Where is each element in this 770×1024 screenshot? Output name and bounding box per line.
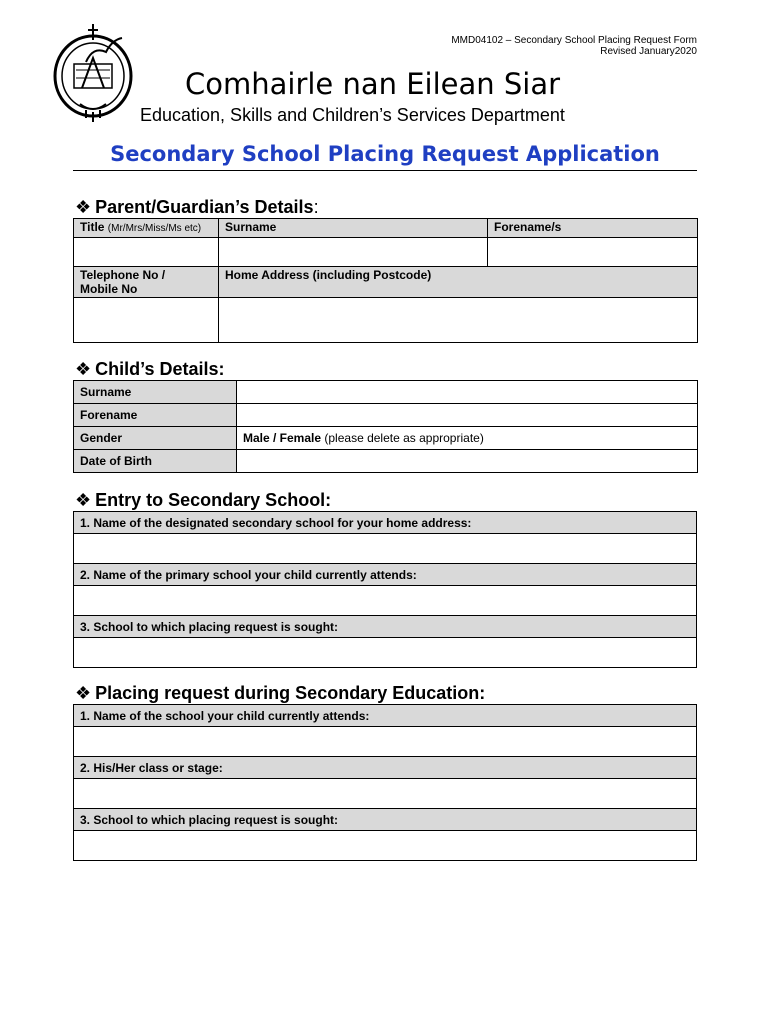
diamond-bullet-icon: ❖ — [75, 359, 92, 379]
home-address-label: Home Address (including Postcode) — [219, 267, 698, 298]
section-heading-child: ❖ Child’s Details: — [75, 359, 225, 379]
requested-school-field[interactable] — [74, 638, 697, 668]
forename-label: Forename/s — [488, 219, 698, 238]
child-surname-field[interactable] — [237, 381, 698, 404]
during-question-3: 3. School to which placing request is sought: — [74, 809, 697, 831]
telephone-field[interactable] — [74, 298, 219, 343]
forename-field[interactable] — [488, 238, 698, 267]
gender-label: Gender — [74, 427, 237, 450]
date-of-birth-field[interactable] — [237, 450, 698, 473]
entry-question-1: 1. Name of the designated secondary school for your home address: — [74, 512, 697, 534]
entry-question-2: 2. Name of the primary school your child currently attends: — [74, 564, 697, 586]
current-school-field[interactable] — [74, 727, 697, 757]
title-label: Title (Mr/Mrs/Miss/Ms etc) — [74, 219, 219, 238]
parent-details-table — [73, 218, 698, 343]
section-heading-during: ❖ Placing request during Secondary Education: — [75, 683, 486, 703]
title-divider — [73, 170, 697, 171]
diamond-bullet-icon: ❖ — [75, 490, 92, 510]
class-stage-field[interactable] — [74, 779, 697, 809]
council-crest-icon — [52, 18, 134, 124]
department-name: Education, Skills and Children’s Services Department — [140, 105, 565, 125]
diamond-bullet-icon: ❖ — [75, 197, 92, 217]
during-question-1: 1. Name of the school your child currently attends: — [74, 705, 697, 727]
diamond-bullet-icon: ❖ — [75, 683, 92, 703]
section-heading-parent: ❖ Parent/Guardian’s Details: — [75, 197, 319, 217]
child-forename-field[interactable] — [237, 404, 698, 427]
title-field[interactable] — [74, 238, 219, 267]
date-of-birth-label: Date of Birth — [74, 450, 237, 473]
entry-table — [73, 511, 697, 668]
gender-field[interactable]: Male / Female (please delete as appropriate) — [237, 427, 698, 450]
during-question-2: 2. His/Her class or stage: — [74, 757, 697, 779]
child-details-table — [73, 380, 698, 473]
revised-date: Revised January2020 — [600, 46, 697, 57]
primary-school-field[interactable] — [74, 586, 697, 616]
during-table — [73, 704, 697, 861]
during-requested-school-field[interactable] — [74, 831, 697, 861]
document-title: Secondary School Placing Request Application — [110, 142, 660, 166]
surname-label: Surname — [219, 219, 488, 238]
designated-school-field[interactable] — [74, 534, 697, 564]
entry-question-3: 3. School to which placing request is sought: — [74, 616, 697, 638]
form-code-line: MMD04102 – Secondary School Placing Request Form — [451, 35, 697, 46]
council-name: Comhairle nan Eilean Siar — [185, 67, 561, 101]
telephone-label: Telephone No / Mobile No — [74, 267, 219, 298]
section-heading-entry: ❖ Entry to Secondary School: — [75, 490, 332, 510]
child-forename-label: Forename — [74, 404, 237, 427]
home-address-field[interactable] — [219, 298, 698, 343]
surname-field[interactable] — [219, 238, 488, 267]
child-surname-label: Surname — [74, 381, 237, 404]
